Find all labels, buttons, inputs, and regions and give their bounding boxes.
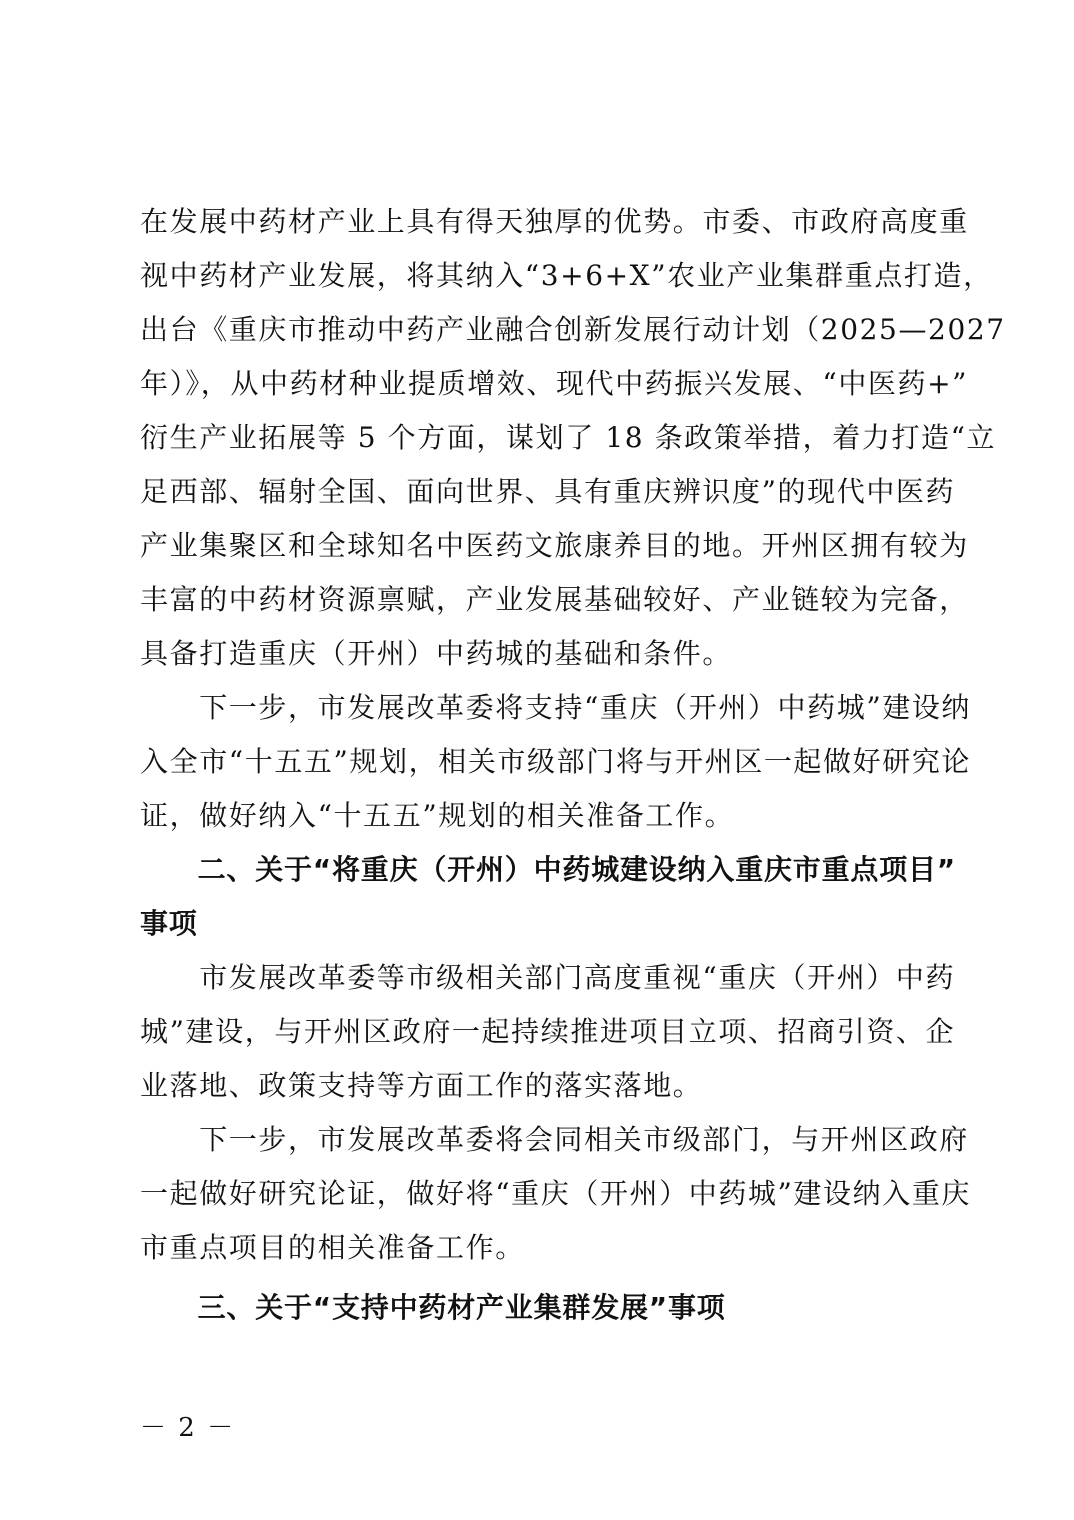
body-text-line: 具备打造重庆（开州）中药城的基础和条件。 [140, 637, 733, 670]
body-text-line: 市重点项目的相关准备工作。 [140, 1231, 525, 1264]
body-text-line: 衍生产业拓展等 5 个方面，谋划了 18 条政策举措，着力打造“立 [140, 421, 997, 454]
body-text-line: 下一步，市发展改革委将会同相关市级部门，与开州区政府 [140, 1123, 969, 1156]
body-text-line: 丰富的中药材资源禀赋，产业发展基础较好、产业链较为完备， [140, 583, 969, 616]
body-text-line: 入全市“十五五”规划，相关市级部门将与开州区一起做好研究论 [140, 745, 972, 778]
section-heading-2: 二、关于“将重庆（开州）中药城建设纳入重庆市重点项目” [140, 853, 957, 886]
body-text-line: 市发展改革委等市级相关部门高度重视“重庆（开州）中药 [140, 961, 956, 994]
section-heading-3: 三、关于“支持中药材产业集群发展”事项 [140, 1291, 726, 1324]
body-text-line: 城”建设，与开州区政府一起持续推进项目立项、招商引资、企 [140, 1015, 956, 1048]
page-number: － 2 － [140, 1413, 236, 1443]
body-text-line: 产业集聚区和全球知名中医药文旅康养目的地。开州区拥有较为 [140, 529, 969, 562]
body-text-line: 视中药材产业发展，将其纳入“3+6+X”农业产业集群重点打造， [140, 259, 993, 292]
body-text-line: 下一步，市发展改革委将支持“重庆（开州）中药城”建设纳 [140, 691, 972, 724]
body-text-line: 出台《重庆市推动中药产业融合创新发展行动计划（2025—2027 [140, 313, 1006, 346]
body-text-line: 业落地、政策支持等方面工作的落实落地。 [140, 1069, 703, 1102]
body-text-line: 证，做好纳入“十五五”规划的相关准备工作。 [140, 799, 735, 832]
body-text-line: 一起做好研究论证，做好将“重庆（开州）中药城”建设纳入重庆 [140, 1177, 972, 1210]
section-heading-2-cont: 事项 [140, 907, 198, 940]
body-text-line: 年）》，从中药材种业提质增效、现代中药振兴发展、“中医药+” [140, 367, 969, 400]
body-text-line: 足西部、辐射全国、面向世界、具有重庆辨识度”的现代中医药 [140, 475, 956, 508]
body-text-line: 在发展中药材产业上具有得天独厚的优势。市委、市政府高度重 [140, 205, 969, 238]
